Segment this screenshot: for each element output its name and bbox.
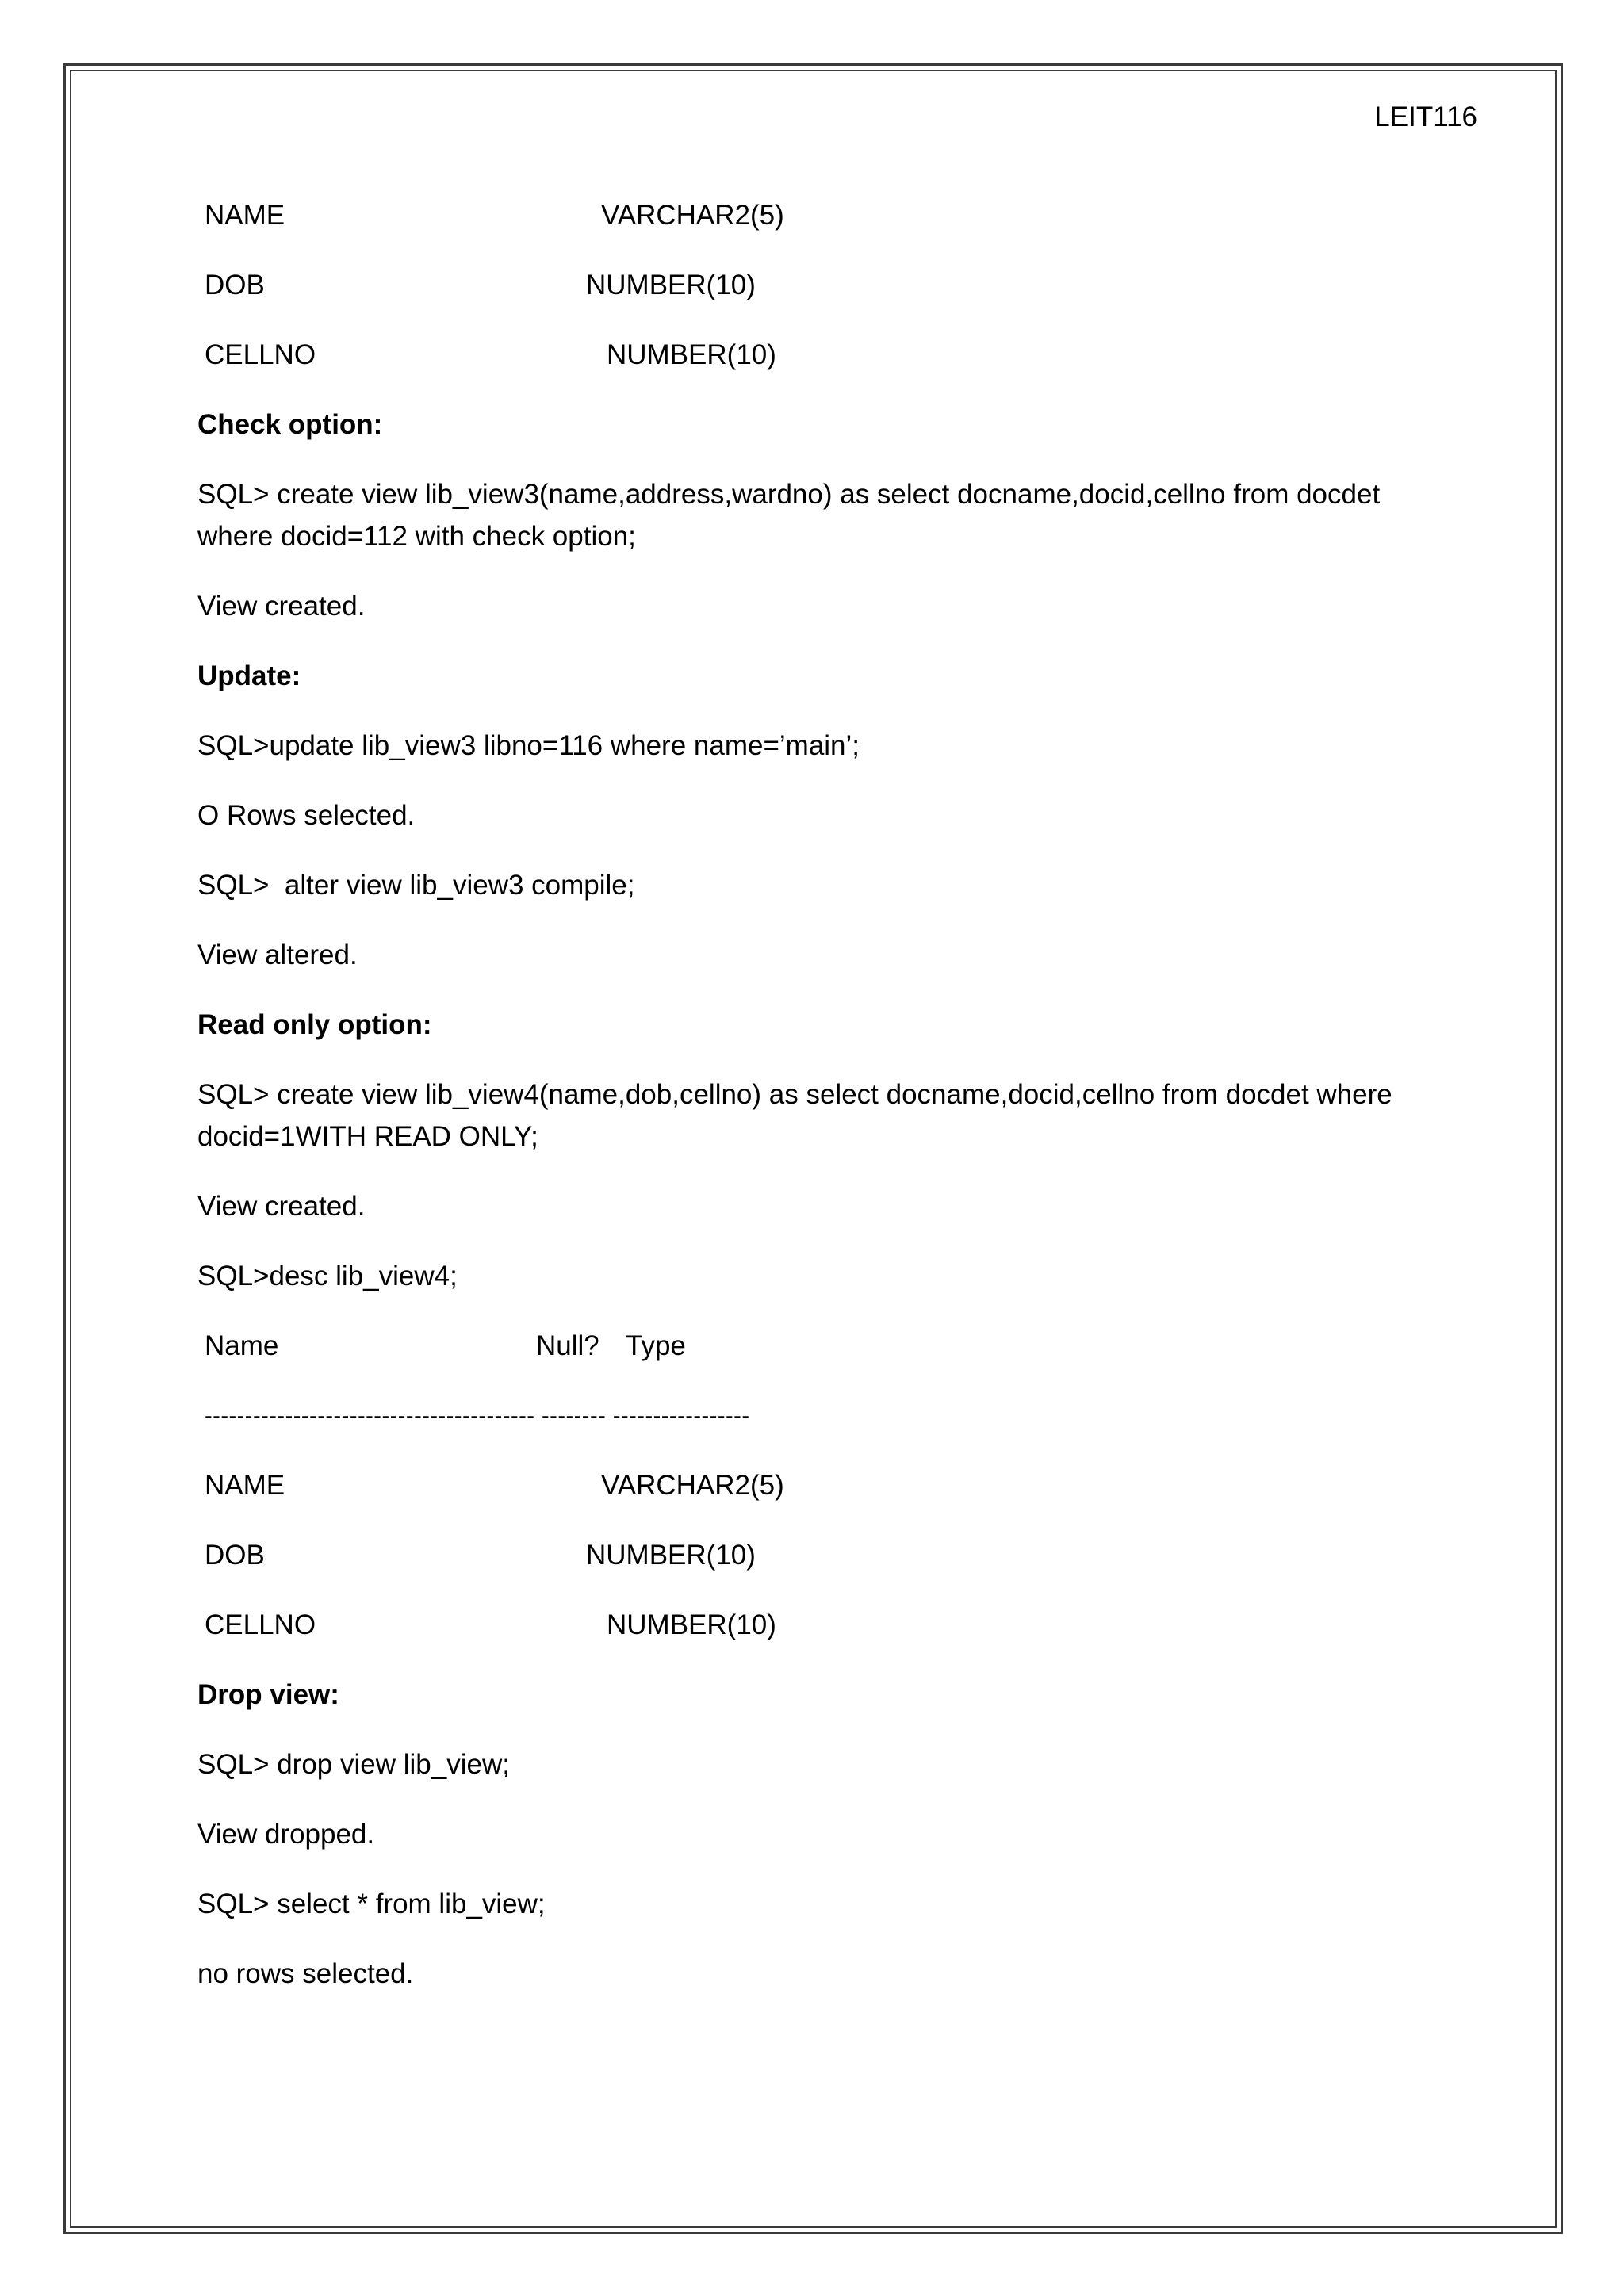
sql-result: View altered.	[197, 939, 358, 970]
sql-result: View created.	[197, 1191, 366, 1222]
sql-statement-continued: docid=1WITH READ ONLY;	[197, 1121, 538, 1152]
desc1-row-type: VARCHAR2(5)	[601, 200, 784, 231]
desc1-row-name: CELLNO	[205, 339, 316, 370]
desc-col-header-type: Type	[626, 1330, 686, 1361]
sql-statement: SQL> select * from lib_view;	[197, 1888, 546, 1919]
sql-statement: SQL> create view lib_view3(name,address,wardno) as select docname,docid,cellno from docdet	[197, 479, 1381, 510]
sql-statement: SQL> drop view lib_view;	[197, 1749, 510, 1780]
sql-statement: SQL> alter view lib_view3 compile;	[197, 870, 635, 901]
desc-separator: ----------------------------------------- -------- -----------------	[205, 1403, 750, 1429]
section-heading-read-only: Read only option:	[197, 1009, 432, 1040]
page-header-code: LEIT116	[1374, 101, 1477, 132]
desc1-row-type: NUMBER(10)	[607, 339, 776, 370]
desc-col-header-null: Null?	[536, 1330, 599, 1361]
desc1-row-type: NUMBER(10)	[586, 270, 756, 300]
desc1-row-name: DOB	[205, 270, 265, 300]
sql-statement-continued: where docid=112 with check option;	[197, 521, 636, 552]
section-heading-drop-view: Drop view:	[197, 1679, 339, 1710]
section-heading-update: Update:	[197, 660, 301, 691]
sql-result: no rows selected.	[197, 1958, 414, 1989]
desc2-row-type: NUMBER(10)	[586, 1540, 756, 1571]
desc2-row-type: VARCHAR2(5)	[601, 1470, 784, 1501]
desc2-row-name: CELLNO	[205, 1609, 316, 1640]
desc2-row-name: NAME	[205, 1470, 285, 1501]
desc1-row-name: NAME	[205, 200, 285, 231]
section-heading-check-option: Check option:	[197, 409, 383, 440]
desc-col-header-name: Name	[205, 1330, 279, 1361]
sql-result: O Rows selected.	[197, 800, 416, 831]
sql-result: View dropped.	[197, 1819, 375, 1850]
sql-statement: SQL> create view lib_view4(name,dob,cellno) as select docname,docid,cellno from docdet where	[197, 1079, 1392, 1110]
sql-result: View created.	[197, 591, 366, 622]
sql-statement: SQL>update lib_view3 libno=116 where name=’main’;	[197, 730, 860, 761]
desc2-row-name: DOB	[205, 1540, 265, 1571]
sql-statement: SQL>desc lib_view4;	[197, 1261, 458, 1292]
desc2-row-type: NUMBER(10)	[607, 1609, 776, 1640]
